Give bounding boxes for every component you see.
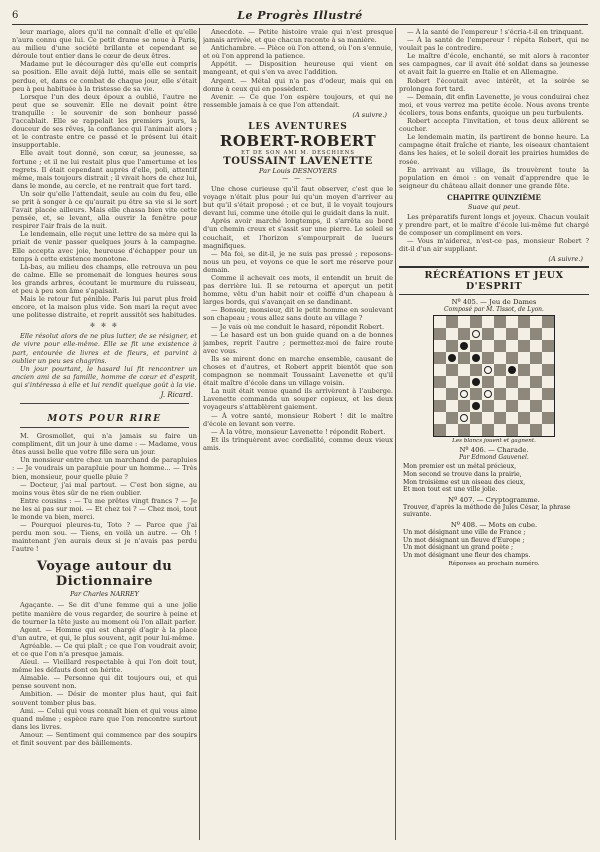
board-square — [458, 352, 470, 364]
black-piece — [508, 366, 516, 374]
board-square — [542, 424, 554, 436]
board-square — [518, 412, 530, 424]
board-square — [446, 388, 458, 400]
board-square — [518, 352, 530, 364]
paragraph: Le lendemain matin, ils partirent de bonne heure. La campagne était fraîche et riante, les oiseaux chantaient dans les haies, et le soleil dorait les prairies humides de rosée. — [399, 133, 589, 166]
checkers-board — [433, 315, 555, 437]
charade-line: Et mon tout est une ville jolie. — [403, 486, 498, 494]
paragraph: — Demain, dit enfin Lavenette, je vous conduirai chez moi, et vous verrez ma petite école. Nous avons trente écoliers, tous bons enfants, quoique un peu turbulents. — [399, 92, 589, 117]
article-signature: J. Ricard. — [160, 391, 193, 400]
black-piece — [472, 402, 480, 410]
cryptogram-heading: Nº 407. — Cryptogramme. — [448, 495, 540, 504]
board-square — [446, 352, 458, 364]
board-square — [434, 364, 446, 376]
paragraph: — Ma foi, se dit-il, je ne suis pas pressé ; reposons-nous un peu, et voyons ce que le sort me réserve pour demain. — [203, 249, 393, 274]
chapter-subtitle: Suave qui peut. — [467, 202, 521, 211]
board-square — [470, 388, 482, 400]
paragraph: — Le hasard est un bon guide quand on a de bonnes jambes, reprit l'autre ; permettez-moi de faire route avec vous. — [203, 330, 393, 355]
board-square — [446, 412, 458, 424]
paragraph: Elle résolut alors de ne plus lutter, de se résigner, et de vivre pour elle-même. Elle se fit une existence à part, entourée de livres et de fleurs, et parvint à oublier un peu ses chagrins. — [12, 332, 197, 365]
board-square — [482, 376, 494, 388]
board-square — [518, 376, 530, 388]
dictionary-entry: Aimable. — Personne qui dit toujours oui, et qui pense souvent non. — [12, 674, 197, 691]
to-be-continued: (A suivre.) — [352, 110, 387, 119]
board-square — [518, 328, 530, 340]
board-square — [470, 328, 482, 340]
board-square — [530, 400, 542, 412]
board-square — [482, 364, 494, 376]
cryptogram-line: Trouver, d'après la méthode de Jules César, la phrase suivante. — [403, 503, 571, 519]
board-square — [518, 364, 530, 376]
ornament-divider: ✻ ✻ ✻ — [90, 322, 119, 330]
paragraph: La nuit était venue quand ils arrivèrent à l'auberge. Lavenette commanda un souper copieux, et les deux voyageurs s'attablèrent gaiement. — [203, 387, 393, 412]
chapter-heading: CHAPITRE QUINZIÈME — [447, 192, 541, 202]
board-square — [542, 340, 554, 352]
paragraph: Là-bas, au milieu des champs, elle retrouva un peu de calme. Elle se promenait de longues heures sous les grands arbres, écoutant le murmure du ruisseau, et peu à peu son âme s'apaisait. — [12, 262, 197, 295]
dictionary-entry: Aïeul. — Vieillard respectable à qui l'on doit tout, même les défauts dont on hérite. — [12, 658, 197, 675]
paragraph: Le lendemain, elle reçut une lettre de sa mère qui la priait de venir passer quelques jours à la campagne. Elle accepta avec joie, heureuse d'échapper pour un temps à cette existence monotone. — [12, 230, 197, 263]
paragraph: Comme il achevait ces mots, il entendit un bruit de pas derrière lui. Il se retourna et aperçut un petit homme, vêtu d'un habit noir et coiffé d'un chapeau à larges bords, qui s'avançait en se dandinant. — [203, 273, 393, 307]
charade-heading: Nº 406. — Charade. — [459, 446, 529, 455]
cube-line: Un mot désignant un grand poète ; — [403, 544, 514, 552]
dictionary-entry: Agaçante. — Se dit d'une femme qui a une jolie petite manière de vous regarder, de sourire à peine et de tourner la tête juste au moment où l'on allait parler. — [12, 601, 197, 626]
white-piece — [484, 390, 492, 398]
board-square — [506, 424, 518, 436]
paragraph: Robert accepta l'invitation, et tous deux allèrent se coucher. — [399, 117, 589, 134]
board-square — [494, 328, 506, 340]
board-square — [470, 424, 482, 436]
board-square — [542, 412, 554, 424]
paragraph: Le maître d'école, enchanté, se mit alors à raconter ses campagnes, car il avait été soldat dans sa jeunesse et avait fait la guerre en Italie et en Allemagne. — [399, 52, 589, 77]
board-square — [506, 328, 518, 340]
board-square — [530, 388, 542, 400]
board-square — [506, 412, 518, 424]
column-2 — [203, 28, 393, 840]
board-square — [506, 376, 518, 388]
paragraph: — Je vais où me conduit le hasard, répondit Robert. — [211, 322, 385, 331]
board-square — [458, 424, 470, 436]
voyage-continued — [203, 28, 393, 109]
board-square — [530, 352, 542, 364]
paragraph: Un jour pourtant, le hasard lui fit rencontrer un ancien ami de sa famille, homme de cœur et d'esprit, qui s'intéressa à elle et lui rendit quelque goût à la vie. — [12, 364, 197, 389]
page-header — [12, 6, 588, 25]
board-square — [434, 388, 446, 400]
board-square — [518, 400, 530, 412]
paragraph: Après avoir marché longtemps, il s'arrêta au bord d'un chemin creux et s'assit sur une pierre. Le soleil se couchait, et l'horizon s'empourprait de lueurs magnifiques. — [203, 217, 393, 250]
paragraph: En arrivant au village, ils trouvèrent toute la population en émoi : on venait d'apprendre que le seigneur du château allait donner une grande fête. — [399, 165, 589, 190]
paragraph: Mais le retour fut pénible. Paris lui parut plus froid encore, et la maison plus vide. Son mari la reçut avec une politesse distraite, et reprit aussitôt ses habitudes. — [12, 295, 197, 320]
board-square — [506, 388, 518, 400]
column-3 — [399, 28, 589, 840]
white-piece — [484, 366, 492, 374]
feuilleton-subtitle: ET DE SON AMI M. DESCHIENS — [241, 149, 355, 156]
puzzle-heading: Nº 405. — Jeu de Dames — [451, 298, 537, 307]
dictionary-entry: Amour. — Sentiment qui commence par des soupirs et finit souvent par des bâillements. — [12, 730, 197, 748]
paragraph: leur mariage, alors qu'il ne connaît d'elle et qu'elle n'aura connu que lui. Ce petit drame se noue à Paris, au milieu d'une société brillante et cependant se déroule tout entier dans le cœur de deux êtres. — [12, 28, 197, 61]
cube-line: Un mot désignant une ville de France ; — [403, 528, 526, 536]
feuilleton-part-title: TOUSSAINT LAVENETTE — [223, 155, 373, 167]
board-square — [458, 412, 470, 424]
board-square — [542, 388, 554, 400]
charade-line: Mon premier est un métal précieux, — [403, 463, 517, 471]
paragraph: — À la santé de l'empereur ! répéta Robert, qui ne voulait pas le contredire. — [399, 36, 589, 53]
board-square — [506, 340, 518, 352]
paragraph: — À la santé de l'empereur ! s'écria-t-il en trinquant. — [407, 28, 584, 36]
board-square — [542, 316, 554, 328]
paragraph: Madame put le décourager dès qu'elle eut compris sa position. Elle avait déjà lutté, mais elle se sentait perdue, et, dans ce combat de chaque jour, elle s'était peu à peu habituée à la tristesse de sa vie. — [12, 60, 197, 93]
board-square — [494, 412, 506, 424]
cryptogram-text — [403, 504, 585, 519]
column-rule-2 — [395, 28, 396, 840]
board-square — [470, 376, 482, 388]
dictionary-entry: Agréable. — Ce qui plaît ; ce que l'on voudrait avoir, et ce que l'on n'a presque jamais. — [12, 641, 197, 658]
board-square — [542, 400, 554, 412]
story-text — [203, 185, 393, 452]
black-piece — [448, 354, 456, 362]
board-square — [518, 424, 530, 436]
story-continued — [399, 28, 589, 190]
paragraph: Un soir qu'elle l'attendait, seule au coin du feu, elle se prit à songer à ce qu'aurait pu être sa vie si le sort l'avait placée ailleurs. Mais elle chassa bien vite cette pensée, et, se levant, alla ouvrir la fenêtre pour respirer l'air frais de la nuit. — [12, 189, 197, 231]
board-square — [494, 376, 506, 388]
board-square — [518, 340, 530, 352]
board-square — [458, 328, 470, 340]
mots-en-cube-text — [403, 529, 585, 559]
board-square — [434, 376, 446, 388]
board-square — [542, 352, 554, 364]
board-square — [506, 400, 518, 412]
board-square — [446, 316, 458, 328]
board-square — [482, 340, 494, 352]
paragraph: — À la vôtre, monsieur Lavenette ! répondit Robert. — [211, 427, 386, 436]
story-end — [399, 213, 589, 253]
board-square — [530, 316, 542, 328]
paragraph: Ils se mirent donc en marche ensemble, causant de choses et d'autres, et Robert apprit bientôt que son compagnon se nommait Toussaint Lavenette et qu'il était maître d'école dans un village voisin. — [203, 354, 393, 388]
board-square — [494, 340, 506, 352]
board-square — [470, 400, 482, 412]
board-square — [458, 376, 470, 388]
to-be-continued: (A suivre.) — [548, 255, 583, 264]
mots-en-cube-heading: Nº 408. — Mots en cube. — [450, 520, 538, 529]
joke: — Docteur, j'ai mal partout. — C'est bon signe, au moins vous êtes sûr de ne rien oublier. — [12, 480, 197, 497]
board-square — [530, 412, 542, 424]
feuilleton-title: ROBERT-ROBERT — [219, 131, 377, 150]
white-piece — [460, 390, 468, 398]
white-piece — [460, 414, 468, 422]
board-square — [458, 340, 470, 352]
dictionary-entry: Ambition. — Désir de monter plus haut, qui fait souvent tomber plus bas. — [12, 690, 197, 707]
paragraph: — À votre santé, monsieur Robert ! dit le maître d'école en levant son verre. — [203, 411, 393, 428]
board-square — [482, 328, 494, 340]
board-square — [494, 388, 506, 400]
black-piece — [460, 342, 468, 350]
board-square — [518, 388, 530, 400]
feuilleton-kicker: LES AVENTURES — [248, 121, 348, 132]
dictionary-entry: Ami. — Celui qui vous connaît bien et qui vous aime quand même ; espèce rare que l'on rencontre surtout dans les livres. — [12, 706, 197, 731]
column-rule-1 — [199, 28, 200, 840]
voyage-byline: Par Charles NARREY — [70, 590, 139, 599]
section-title: MOTS POUR RIRE — [47, 414, 162, 425]
board-square — [458, 316, 470, 328]
board-square — [470, 364, 482, 376]
charade-line: Mon second se trouve dans la prairie, — [403, 470, 522, 478]
board-square — [494, 364, 506, 376]
board-square — [506, 364, 518, 376]
joke: Entre cousins : — Tu me prêtes vingt francs ? — Je ne les ai pas sur moi. — Et chez toi ? — Chez moi, tout le monde va bien, merci. — [12, 496, 197, 521]
board-square — [542, 328, 554, 340]
paragraph: Les préparatifs furent longs et joyeux. Chacun voulait y prendre part, et le maître d'école lui-même fut chargé de composer un compliment en vers. — [399, 212, 589, 238]
board-square — [446, 376, 458, 388]
dictionary-entry: Appétit. — Disposition heureuse qui vient en mangeant, et qui s'en va avec l'addition. — [203, 60, 393, 77]
board-square — [494, 424, 506, 436]
board-square — [446, 400, 458, 412]
board-square — [530, 424, 542, 436]
joke: M. Grosmollet, qui n'a jamais su faire un compliment, dit un jour à une dame : — Madame, vous êtes aussi belle que votre fille sera un jour. — [12, 432, 197, 457]
board-square — [506, 352, 518, 364]
board-square — [494, 352, 506, 364]
joke: — Pourquoi pleures-tu, Toto ? — Parce que j'ai perdu mon sou. — Tiens, en voilà un autre. — Oh ! maintenant j'en aurais deux si je n'avais pas perdu l'autre ! — [12, 521, 197, 554]
board-square — [434, 412, 446, 424]
paragraph: Robert l'écoutait avec intérêt, et la soirée se prolongea fort tard. — [399, 76, 589, 93]
board-square — [506, 316, 518, 328]
intro-more-text — [12, 332, 197, 389]
answers-note: Réponses au prochain numéro. — [448, 561, 540, 568]
paragraph: — Bonsoir, monsieur, dit le petit homme en soulevant son chapeau ; vous allez sans doute au village ? — [203, 306, 393, 323]
board-square — [458, 400, 470, 412]
board-square — [434, 340, 446, 352]
board-square — [434, 400, 446, 412]
board-square — [482, 424, 494, 436]
board-square — [482, 388, 494, 400]
board-square — [434, 328, 446, 340]
intro-text — [12, 28, 197, 319]
board-square — [518, 316, 530, 328]
dictionary-entry: Argent. — Métal qui n'a pas d'odeur, mais qui en donne à ceux qui en possèdent. — [203, 76, 393, 93]
paragraph: Et ils trinquèrent avec cordialité, comme deux vieux amis. — [203, 435, 393, 452]
board-square — [542, 364, 554, 376]
board-caption: Les blancs jouent et gagnent. — [452, 438, 536, 445]
board-square — [446, 340, 458, 352]
board-square — [482, 412, 494, 424]
charade-subtitle: Par Edmond Gauvenel. — [459, 454, 529, 462]
black-piece — [472, 378, 480, 386]
board-square — [470, 340, 482, 352]
board-square — [446, 424, 458, 436]
paragraph: — Vous m'aiderez, n'est-ce pas, monsieur Robert ? dit-il d'un air suppliant. — [399, 237, 589, 254]
board-square — [494, 400, 506, 412]
board-square — [542, 376, 554, 388]
board-square — [482, 400, 494, 412]
voyage-body — [12, 601, 197, 747]
puzzle-subtitle: Composé par M. Tissot, de Lyon. — [444, 306, 544, 314]
paragraph: Une chose curieuse qu'il faut observer, c'est que le voyage n'était plus pour lui qu'un moyen d'arriver au but qu'il s'était proposé ; et ce but, il le voyait toujours devant lui, comme une étoile qui le guidait dans la nuit. — [203, 184, 393, 218]
board-square — [434, 316, 446, 328]
board-square — [530, 364, 542, 376]
board-square — [494, 316, 506, 328]
dictionary-entry: Agent. — Homme qui est chargé d'agir à la place d'un autre, et qui, le plus souvent, agit pour lui-même. — [12, 625, 197, 642]
dictionary-entry: Avenir. — Ce que l'on espère toujours, et qui ne ressemble jamais à ce que l'on attendait. — [203, 92, 393, 109]
board-square — [530, 328, 542, 340]
board-square — [482, 316, 494, 328]
cube-line: Un mot désignant une fleur des champs. — [403, 551, 531, 559]
board-square — [446, 328, 458, 340]
voyage-title: Voyage autour du Dictionnaire — [36, 559, 173, 590]
dictionary-entry: Anecdote. — Petite histoire vraie qui n'est presque jamais arrivée, et que chacun raconte à sa manière. — [203, 28, 393, 45]
board-square — [434, 352, 446, 364]
recreations-title: RÉCRÉATIONS ET JEUX D'ESPRIT — [399, 266, 589, 295]
board-square — [458, 364, 470, 376]
board-square — [470, 352, 482, 364]
charade-text — [403, 463, 585, 493]
board-square — [446, 364, 458, 376]
board-square — [458, 388, 470, 400]
white-piece — [472, 330, 480, 338]
masthead-title: Le Progrès Illustré — [237, 8, 363, 22]
board-square — [470, 412, 482, 424]
page-number: 6 — [12, 9, 19, 21]
board-square — [530, 340, 542, 352]
charade-line: Mon troisième est un oiseau des cieux, — [403, 478, 526, 486]
jokes-list — [12, 432, 197, 553]
board-square — [530, 376, 542, 388]
column-1 — [12, 28, 197, 840]
cube-line: Un mot désignant un fleuve d'Europe ; — [403, 536, 525, 544]
feuilleton-rule: — — — — [282, 174, 314, 182]
board-square — [482, 352, 494, 364]
mots-pour-rire-banner — [20, 403, 189, 428]
paragraph: Elle avait tout donné, son cœur, sa jeunesse, sa fortune ; et il ne lui restait plus que l'amertume et les regrets. Il était cependant auprès d'elle, poli, attentif même, mais toujours distrait ; il vivait hors de chez lui, dans le monde, au cercle, et ne rentrait que fort tard. — [12, 149, 197, 190]
feuilleton-header — [203, 122, 393, 182]
board-square — [470, 316, 482, 328]
black-piece — [472, 354, 480, 362]
dictionary-entry: Antichambre. — Pièce où l'on attend, où l'on s'ennuie, et où l'on apprend la patience. — [203, 44, 393, 61]
joke: Un monsieur entre chez un marchand de parapluies : — Je voudrais un parapluie pour un homme... — Très bien, monsieur, pour quelle pluie ? — [12, 456, 197, 481]
paragraph: Lorsque l'un des deux époux a oublié, l'autre ne peut que se souvenir. Elle ne devait point être tranquille : le souvenir de son bonheur passé l'accablait. Elle se rappelait les premiers jours, la douceur de ses rêves, la confiance qui l'animait alors ; et le contraste entre ce passé et le présent lui était insupportable. — [12, 92, 197, 150]
board-square — [434, 424, 446, 436]
feuilleton-author: Par Louis DESNOYERS — [259, 166, 337, 175]
